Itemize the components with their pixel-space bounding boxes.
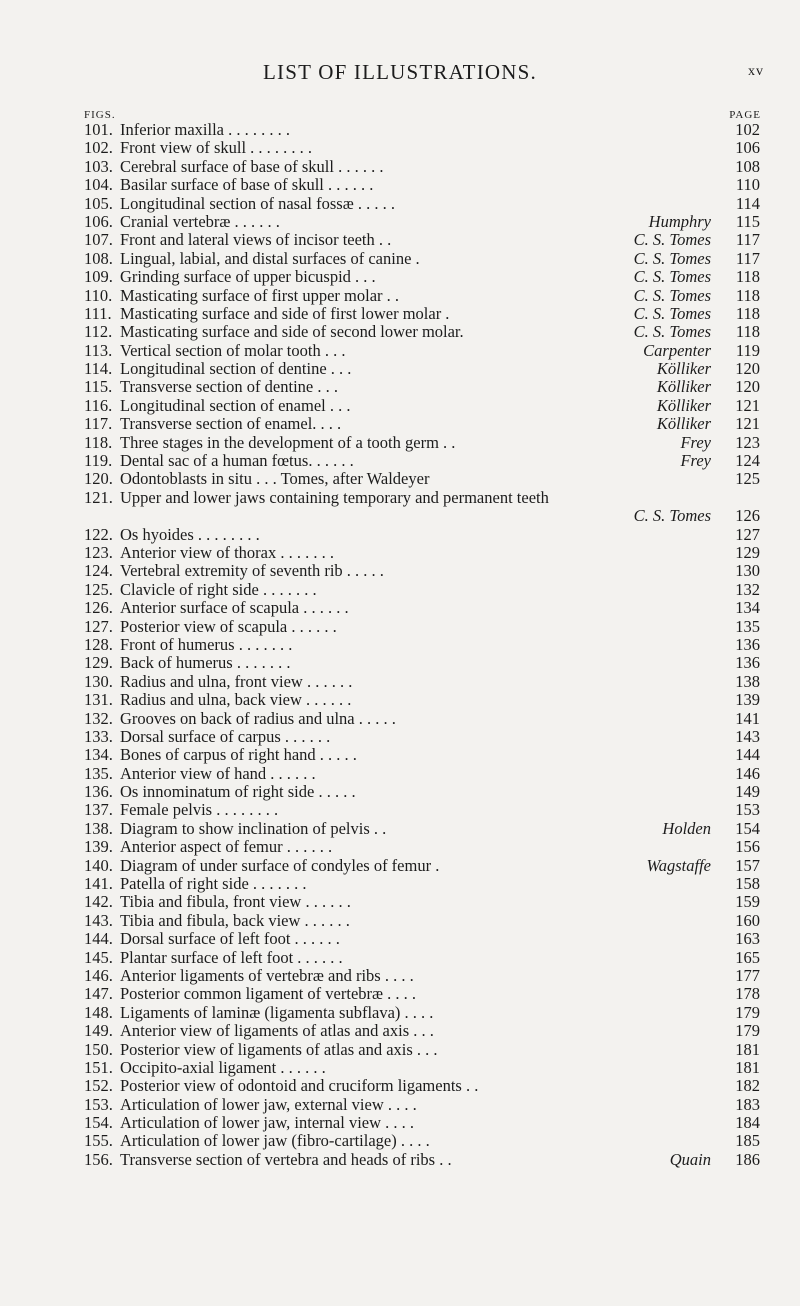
list-item (0, 930, 800, 948)
figure-page: 119 (735, 340, 760, 360)
figure-number: 139. (84, 837, 113, 857)
figure-page: 146 (735, 763, 760, 783)
figure-author: Kölliker (656, 377, 711, 397)
figure-author: Quain (669, 1149, 711, 1169)
figure-title: Masticating surface and side of second lower molar. (120, 322, 464, 342)
list-item (0, 838, 800, 856)
figure-page: 163 (735, 929, 760, 949)
figure-page: 156 (735, 837, 760, 857)
figure-number: 109. (84, 267, 113, 287)
figure-number: 118. (84, 432, 113, 452)
figure-number: 127. (84, 616, 113, 636)
figure-number: 131. (84, 690, 113, 710)
list-item (0, 599, 800, 617)
figure-title: Plantar surface of left foot . . . . . . (120, 947, 343, 967)
figure-title: Diagram of under surface of condyles of femur . (120, 855, 440, 875)
figure-page: 141 (735, 708, 760, 728)
figure-number: 138. (84, 818, 113, 838)
figure-author: Kölliker (656, 395, 711, 415)
figure-number: 108. (84, 248, 113, 268)
list-item (0, 121, 800, 139)
figure-author: C. S. Tomes (633, 248, 711, 268)
figure-title: Tibia and fibula, front view . . . . . . (120, 892, 351, 912)
list-item (0, 985, 800, 1003)
list-item (0, 415, 800, 433)
figure-author: C. S. Tomes (633, 267, 711, 287)
figure-title: Clavicle of right side . . . . . . . (120, 579, 317, 599)
list-item (0, 360, 800, 378)
list-item (0, 1151, 800, 1169)
list-item (0, 231, 800, 249)
figure-number: 110. (84, 285, 113, 305)
list-item (0, 305, 800, 323)
figure-page: 106 (735, 138, 760, 158)
list-item (0, 691, 800, 709)
figure-title: Dental sac of a human fœtus. . . . . . (120, 451, 354, 471)
list-item (0, 801, 800, 819)
figure-page: 159 (735, 892, 760, 912)
figure-number: 142. (84, 892, 113, 912)
figure-title: Os hyoides . . . . . . . . (120, 524, 260, 544)
figure-number: 106. (84, 211, 113, 231)
figure-page: 179 (735, 1021, 760, 1041)
figure-number: 152. (84, 1076, 113, 1096)
list-item (0, 287, 800, 305)
figure-number: 119. (84, 451, 113, 471)
list-item (0, 397, 800, 415)
figure-page: 179 (735, 1002, 760, 1022)
list-item (0, 728, 800, 746)
figure-title: Articulation of lower jaw (fibro-cartilage) . . . . (120, 1131, 430, 1151)
list-item (0, 636, 800, 654)
figure-number: 141. (84, 874, 113, 894)
figure-title: Radius and ulna, front view . . . . . . (120, 671, 353, 691)
figure-page: 136 (735, 634, 760, 654)
list-item (0, 857, 800, 875)
figure-title: Masticating surface of first upper molar . . (120, 285, 400, 305)
list-item (0, 967, 800, 985)
figure-title: Anterior ligaments of vertebræ and ribs . . . . (120, 965, 414, 985)
figure-title: Lingual, labial, and distal surfaces of canine . (120, 248, 420, 268)
figure-number: 121. (84, 487, 113, 507)
list-item (0, 1041, 800, 1059)
figure-page: 127 (735, 524, 760, 544)
figure-page: 135 (735, 616, 760, 636)
figure-page: 149 (735, 782, 760, 802)
figure-title: Bones of carpus of right hand . . . . . (120, 745, 357, 765)
list-item (0, 581, 800, 599)
figure-number: 143. (84, 910, 113, 930)
list-item (0, 526, 800, 544)
list-item (0, 250, 800, 268)
figure-page: 117 (735, 248, 760, 268)
figure-page: 138 (735, 671, 760, 691)
figure-author: C. S. Tomes (633, 230, 711, 250)
figure-author: Carpenter (643, 340, 711, 360)
list-item (0, 470, 800, 488)
figure-page: 114 (735, 193, 760, 213)
list-item (0, 489, 800, 507)
list-item (0, 746, 800, 764)
figure-title: Patella of right side . . . . . . . (120, 874, 307, 894)
list-item (0, 158, 800, 176)
figure-number: 134. (84, 745, 113, 765)
figure-author: Holden (662, 818, 711, 838)
figure-title: Posterior view of ligaments of atlas and axis . . . (120, 1039, 438, 1059)
figure-title: Articulation of lower jaw, external view . . . . (120, 1094, 417, 1114)
list-item (0, 912, 800, 930)
figure-page: 130 (735, 561, 760, 581)
list-item (0, 342, 800, 360)
figure-title: Articulation of lower jaw, internal view . . . . (120, 1113, 415, 1133)
figure-title: Cranial vertebræ . . . . . . (120, 211, 280, 231)
list-item (0, 378, 800, 396)
figure-page: 177 (735, 965, 760, 985)
figure-title: Vertical section of molar tooth . . . (120, 340, 346, 360)
figure-page: 183 (735, 1094, 760, 1114)
figure-page: 144 (735, 745, 760, 765)
list-item (0, 783, 800, 801)
figure-number: 103. (84, 156, 113, 176)
figure-number: 153. (84, 1094, 113, 1114)
list-item (0, 139, 800, 157)
figure-number: 156. (84, 1149, 113, 1169)
figure-page: 118 (735, 322, 760, 342)
list-item (0, 323, 800, 341)
figure-number: 125. (84, 579, 113, 599)
illustration-list (0, 121, 800, 1169)
figure-page: 102 (735, 120, 760, 139)
figure-author: Kölliker (656, 359, 711, 379)
figure-page: 115 (735, 211, 760, 231)
list-item (0, 507, 800, 525)
list-item (0, 1132, 800, 1150)
figure-title: Posterior view of scapula . . . . . . (120, 616, 337, 636)
figure-author: Frey (680, 451, 711, 471)
list-item (0, 213, 800, 231)
figure-number: 116. (84, 395, 113, 415)
figure-title: Vertebral extremity of seventh rib . . . . . (120, 561, 384, 581)
list-item (0, 673, 800, 691)
figure-page: 165 (735, 947, 760, 967)
figure-page: 120 (735, 377, 760, 397)
figure-page: 178 (735, 984, 760, 1004)
figure-author: Kölliker (656, 414, 711, 434)
list-item (0, 710, 800, 728)
figure-title: Anterior view of thorax . . . . . . . (120, 542, 334, 562)
list-item (0, 949, 800, 967)
figure-title: Dorsal surface of left foot . . . . . . (120, 929, 340, 949)
figure-number: 114. (84, 359, 113, 379)
figure-number: 151. (84, 1057, 113, 1077)
figure-title: Back of humerus . . . . . . . (120, 653, 291, 673)
figure-number: 150. (84, 1039, 113, 1059)
figure-page: 126 (735, 506, 760, 526)
figure-number: 140. (84, 855, 113, 875)
figure-number: 113. (84, 340, 113, 360)
page-number: xv (748, 64, 764, 79)
list-item (0, 893, 800, 911)
figure-number: 155. (84, 1131, 113, 1151)
figure-title: Upper and lower jaws containing temporary and permanent teeth (120, 487, 549, 507)
figure-title: Front view of skull . . . . . . . . (120, 138, 313, 158)
figure-title: Dorsal surface of carpus . . . . . . (120, 726, 331, 746)
figure-page: 136 (735, 653, 760, 673)
figure-number: 112. (84, 322, 113, 342)
figure-page: 124 (735, 451, 760, 471)
figure-number: 145. (84, 947, 113, 967)
list-item (0, 820, 800, 838)
figure-page: 120 (735, 359, 760, 379)
figure-author: C. S. Tomes (633, 285, 711, 305)
figs-column-header: FIGS. (84, 109, 116, 121)
figure-number: 133. (84, 726, 113, 746)
figure-page: 182 (735, 1076, 760, 1096)
figure-number: 105. (84, 193, 113, 213)
list-item (0, 1114, 800, 1132)
figure-title: Front and lateral views of incisor teeth . . (120, 230, 392, 250)
figure-title: Front of humerus . . . . . . . (120, 634, 293, 654)
figure-title: Three stages in the development of a tooth germ . . (120, 432, 456, 452)
figure-title: Occipito-axial ligament . . . . . . (120, 1057, 326, 1077)
figure-page: 121 (735, 414, 760, 434)
list-item (0, 562, 800, 580)
figure-number: 107. (84, 230, 113, 250)
figure-title: Inferior maxilla . . . . . . . . (120, 120, 290, 139)
figure-title: Odontoblasts in situ . . . Tomes, after Waldeyer (120, 469, 430, 489)
figure-title: Transverse section of vertebra and heads of ribs . . (120, 1149, 452, 1169)
figure-number: 126. (84, 598, 113, 618)
figure-page: 123 (735, 432, 760, 452)
figure-number: 102. (84, 138, 113, 158)
figure-page: 108 (735, 156, 760, 176)
figure-number: 104. (84, 175, 113, 195)
figure-title: Longitudinal section of nasal fossæ . . . . . (120, 193, 395, 213)
figure-number: 124. (84, 561, 113, 581)
list-item (0, 434, 800, 452)
figure-page: 110 (735, 175, 760, 195)
figure-title: Masticating surface and side of first lower molar . (120, 303, 450, 323)
figure-title: Transverse section of dentine . . . (120, 377, 338, 397)
figure-author: Wagstaffe (646, 855, 711, 875)
list-item (0, 195, 800, 213)
figure-number: 132. (84, 708, 113, 728)
figure-number: 130. (84, 671, 113, 691)
list-item (0, 1059, 800, 1077)
figure-page: 184 (735, 1113, 760, 1133)
list-item (0, 875, 800, 893)
figure-page: 139 (735, 690, 760, 710)
figure-page: 181 (735, 1039, 760, 1059)
figure-title: Anterior aspect of femur . . . . . . (120, 837, 333, 857)
list-item (0, 544, 800, 562)
figure-number: 111. (84, 303, 112, 323)
figure-title: Grinding surface of upper bicuspid . . . (120, 267, 376, 287)
figure-title: Longitudinal section of enamel . . . (120, 395, 351, 415)
figure-number: 101. (84, 120, 113, 139)
figure-number: 146. (84, 965, 113, 985)
figure-page: 160 (735, 910, 760, 930)
figure-number: 147. (84, 984, 113, 1004)
figure-title: Anterior view of ligaments of atlas and axis . . . (120, 1021, 434, 1041)
figure-number: 148. (84, 1002, 113, 1022)
list-item (0, 654, 800, 672)
figure-number: 117. (84, 414, 113, 434)
figure-number: 137. (84, 800, 113, 820)
figure-title: Basilar surface of base of skull . . . . . . (120, 175, 374, 195)
figure-number: 144. (84, 929, 113, 949)
figure-number: 149. (84, 1021, 113, 1041)
figure-page: 118 (735, 303, 760, 323)
figure-page: 157 (735, 855, 760, 875)
figure-page: 129 (735, 542, 760, 562)
figure-page: 132 (735, 579, 760, 599)
list-item (0, 765, 800, 783)
figure-page: 154 (735, 818, 760, 838)
figure-page: 134 (735, 598, 760, 618)
figure-title: Longitudinal section of dentine . . . (120, 359, 352, 379)
list-item (0, 1096, 800, 1114)
list-item (0, 268, 800, 286)
figure-page: 186 (735, 1149, 760, 1169)
figure-author: C. S. Tomes (633, 303, 711, 323)
figure-title: Posterior view of odontoid and cruciform ligaments . . (120, 1076, 479, 1096)
figure-number: 129. (84, 653, 113, 673)
list-item (0, 176, 800, 194)
figure-number: 136. (84, 782, 113, 802)
list-item (0, 1004, 800, 1022)
figure-page: 117 (735, 230, 760, 250)
figure-title: Cerebral surface of base of skull . . . . . . (120, 156, 384, 176)
list-item (0, 1022, 800, 1040)
figure-title: Radius and ulna, back view . . . . . . (120, 690, 352, 710)
list-item (0, 618, 800, 636)
figure-page: 118 (735, 267, 760, 287)
figure-title: Posterior common ligament of vertebræ . . . . (120, 984, 417, 1004)
figure-page: 158 (735, 874, 760, 894)
figure-title: Tibia and fibula, back view . . . . . . (120, 910, 350, 930)
figure-author: Frey (680, 432, 711, 452)
figure-number: 122. (84, 524, 113, 544)
figure-number: 135. (84, 763, 113, 783)
figure-author: C. S. Tomes (633, 322, 711, 342)
figure-page: 118 (735, 285, 760, 305)
figure-number: 128. (84, 634, 113, 654)
figure-title: Anterior view of hand . . . . . . (120, 763, 316, 783)
figure-title: Transverse section of enamel. . . . (120, 414, 342, 434)
figure-page: 181 (735, 1057, 760, 1077)
figure-title: Grooves on back of radius and ulna . . . . . (120, 708, 396, 728)
list-item (0, 452, 800, 470)
figure-page: 153 (735, 800, 760, 820)
figure-number: 123. (84, 542, 113, 562)
figure-number: 115. (84, 377, 113, 397)
figure-page: 143 (735, 726, 760, 746)
figure-author: Humphry (648, 211, 711, 231)
page-title: LIST OF ILLUSTRATIONS. (263, 60, 537, 84)
figure-author: C. S. Tomes (633, 506, 711, 526)
figure-number: 120. (84, 469, 113, 489)
figure-number: 154. (84, 1113, 113, 1133)
figure-title: Diagram to show inclination of pelvis . . (120, 818, 387, 838)
figure-title: Os innominatum of right side . . . . . (120, 782, 356, 802)
list-item (0, 1077, 800, 1095)
figure-page: 121 (735, 395, 760, 415)
page-column-header: PAGE (729, 109, 761, 121)
figure-title: Female pelvis . . . . . . . . (120, 800, 279, 820)
figure-page: 125 (735, 469, 760, 489)
figure-title: Ligaments of laminæ (ligamenta subflava) . . . . (120, 1002, 434, 1022)
figure-page: 185 (735, 1131, 760, 1151)
figure-title: Anterior surface of scapula . . . . . . (120, 598, 349, 618)
